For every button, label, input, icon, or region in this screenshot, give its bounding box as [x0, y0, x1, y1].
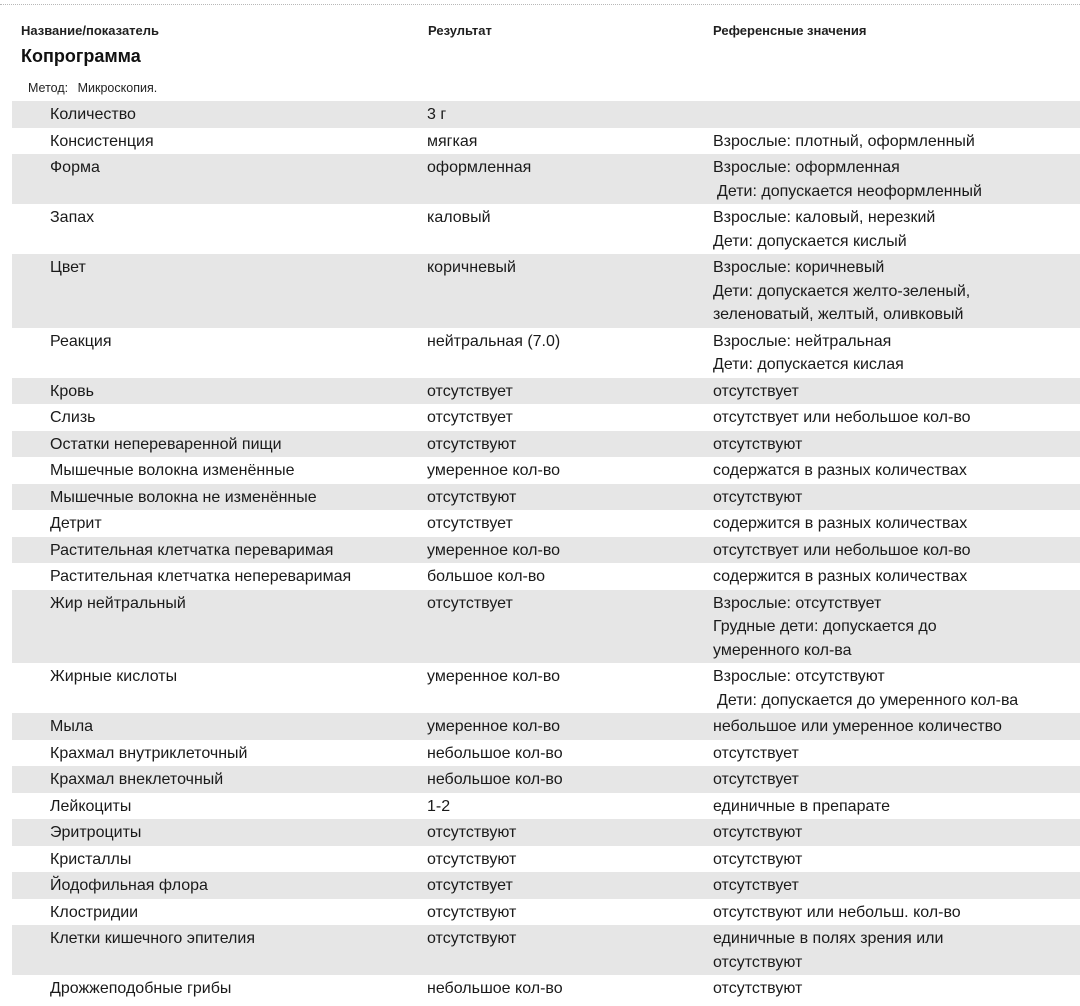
column-header-result: Результат	[428, 23, 492, 38]
reference-line: зеленоватый, желтый, оливковый	[713, 306, 964, 323]
reference-line: отсутствуют	[713, 850, 803, 868]
reference-line: Дети: допускается желто-зеленый,	[713, 282, 971, 300]
reference-line: Дети: допускается кислая	[713, 356, 904, 373]
reference-line: Взрослые: отсутствуют	[713, 668, 885, 685]
indicator-result: отсутствует	[427, 515, 513, 532]
indicator-result: отсутствуют	[427, 930, 517, 947]
indicator-result: мягкая	[427, 132, 478, 150]
reference-line: Грудные дети: допускается до	[713, 618, 937, 635]
reference-values	[713, 821, 1080, 845]
indicator-name: Мышечные волокна изменённые	[50, 462, 295, 479]
indicator-name: Остатки непереваренной пищи	[50, 435, 282, 453]
table-row	[12, 510, 1080, 537]
indicator-result: коричневый	[427, 259, 516, 276]
reference-line: умеренного кол-ва	[713, 641, 852, 659]
indicator-result: отсутствуют	[427, 850, 517, 868]
indicator-result: отсутствует	[427, 409, 513, 426]
reference-line: содержится в разных количествах	[713, 568, 968, 585]
indicator-result: умеренное кол-во	[427, 462, 561, 479]
table-row	[12, 328, 1080, 378]
reference-line: небольшое или умеренное количество	[713, 718, 1002, 735]
indicator-name: Растительная клетчатка переваримая	[50, 541, 334, 559]
indicator-result: небольшое кол-во	[427, 980, 563, 997]
reference-values	[713, 927, 1080, 974]
indicator-name: Детрит	[50, 515, 102, 532]
indicator-name: Клетки кишечного эпителия	[50, 930, 255, 947]
table-row	[12, 563, 1080, 590]
indicator-name: Запах	[50, 209, 95, 226]
reference-line: содержится в разных количествах	[713, 515, 968, 532]
indicator-name: Количество	[50, 106, 136, 123]
table-row	[12, 204, 1080, 254]
table-row	[12, 713, 1080, 740]
table-row	[12, 128, 1080, 155]
indicator-name: Жирные кислоты	[50, 668, 178, 685]
table-row	[12, 431, 1080, 458]
indicator-name: Эритроциты	[50, 824, 142, 841]
reference-line: Взрослые: нейтральная	[713, 332, 892, 350]
reference-line: Взрослые: оформленная	[713, 159, 900, 176]
reference-values	[713, 330, 1080, 377]
table-row	[12, 404, 1080, 431]
indicator-result: отсутствует	[427, 877, 513, 894]
reference-values	[713, 565, 1080, 589]
reference-values	[713, 433, 1080, 457]
indicator-name: Кристаллы	[50, 850, 132, 868]
indicator-result: 3 г	[427, 106, 447, 123]
indicator-result: каловый	[427, 209, 491, 226]
method-label: Метод:	[28, 81, 69, 95]
indicator-name: Форма	[50, 159, 100, 176]
reference-values	[713, 742, 1080, 766]
reference-line: Взрослые: коричневый	[713, 259, 885, 276]
results-table	[12, 101, 1080, 1002]
method-value: Микроскопия.	[77, 81, 158, 95]
indicator-name: Слизь	[50, 409, 96, 426]
indicator-name: Йодофильная флора	[50, 877, 208, 894]
reference-line: отсутствует или небольшое кол-во	[713, 541, 971, 559]
table-row	[12, 819, 1080, 846]
table-row	[12, 899, 1080, 926]
table-row	[12, 975, 1080, 1002]
reference-values	[713, 380, 1080, 404]
table-row	[12, 457, 1080, 484]
reference-values	[713, 715, 1080, 739]
indicator-name: Крахмал внеклеточный	[50, 771, 224, 788]
indicator-name: Цвет	[50, 259, 86, 276]
indicator-result: небольшое кол-во	[427, 744, 563, 762]
table-row	[12, 101, 1080, 128]
section-title: Копрограмма	[21, 46, 141, 66]
indicator-name: Дрожжеподобные грибы	[50, 980, 232, 997]
reference-line: отсутствует	[713, 771, 799, 788]
indicator-name: Растительная клетчатка непереваримая	[50, 568, 352, 585]
indicator-name: Мыла	[50, 718, 94, 735]
reference-values	[713, 512, 1080, 536]
reference-values	[713, 665, 1080, 712]
indicator-result: оформленная	[427, 159, 532, 176]
reference-values	[713, 848, 1080, 872]
table-row	[12, 154, 1080, 204]
reference-values	[713, 256, 1080, 327]
reference-line: отсутствуют	[713, 488, 803, 506]
indicator-name: Кровь	[50, 382, 94, 400]
table-header	[0, 23, 1080, 41]
indicator-result: отсутствуют	[427, 435, 517, 453]
indicator-result: 1-2	[427, 797, 451, 815]
indicator-result: умеренное кол-во	[427, 718, 561, 735]
reference-line: Взрослые: плотный, оформленный	[713, 132, 975, 150]
column-header-name: Название/показатель	[21, 23, 160, 38]
reference-line: отсутствуют	[713, 953, 803, 971]
method-line	[28, 81, 157, 95]
indicator-name: Жир нейтральный	[50, 594, 186, 612]
reference-values	[713, 406, 1080, 430]
reference-values	[713, 977, 1080, 1001]
reference-line: Дети: допускается кислый	[713, 232, 907, 250]
table-row	[12, 254, 1080, 328]
reference-values	[713, 795, 1080, 819]
reference-values	[713, 206, 1080, 253]
reference-values	[713, 156, 1080, 203]
table-row	[12, 793, 1080, 820]
reference-values	[713, 103, 1080, 127]
indicator-result: отсутствует	[427, 594, 513, 612]
reference-values	[713, 539, 1080, 563]
table-row	[12, 766, 1080, 793]
reference-values	[713, 486, 1080, 510]
indicator-name: Лейкоциты	[50, 797, 132, 815]
indicator-result: отсутствуют	[427, 824, 517, 841]
table-row	[12, 925, 1080, 975]
reference-line	[713, 103, 1080, 127]
indicator-result: умеренное кол-во	[427, 541, 561, 559]
table-row	[12, 872, 1080, 899]
table-row	[12, 537, 1080, 564]
reference-values	[713, 901, 1080, 925]
reference-line: содержатся в разных количествах	[713, 462, 967, 479]
reference-line: Дети: допускается до умеренного кол-ва	[717, 691, 1019, 709]
table-row	[12, 590, 1080, 664]
reference-line: единичные в полях зрения или	[713, 930, 944, 947]
table-row	[12, 378, 1080, 405]
indicator-result: нейтральная (7.0)	[427, 332, 561, 350]
indicator-name: Клостридии	[50, 903, 139, 921]
indicator-result: умеренное кол-во	[427, 668, 561, 685]
reference-line: единичные в препарате	[713, 797, 891, 815]
table-row	[12, 663, 1080, 713]
indicator-result: отсутствует	[427, 382, 513, 400]
indicator-result: отсутствуют	[427, 903, 517, 921]
reference-line: отсутствует	[713, 744, 799, 762]
page-top-border	[0, 4, 1080, 5]
reference-values	[713, 459, 1080, 483]
reference-values	[713, 874, 1080, 898]
reference-line: отсутствуют	[713, 980, 803, 997]
reference-values	[713, 592, 1080, 663]
reference-line: отсутствует	[713, 382, 799, 400]
column-header-reference: Референсные значения	[713, 23, 867, 38]
indicator-result: отсутствуют	[427, 488, 517, 506]
indicator-name: Реакция	[50, 332, 112, 350]
reference-line: отсутствует	[713, 877, 799, 894]
reference-values	[713, 768, 1080, 792]
indicator-result: большое кол-во	[427, 568, 546, 585]
indicator-name: Консистенция	[50, 132, 154, 150]
reference-line: Дети: допускается неоформленный	[717, 182, 982, 200]
reference-line: Взрослые: отсутствует	[713, 594, 882, 612]
indicator-name: Крахмал внутриклеточный	[50, 744, 248, 762]
reference-line: Взрослые: каловый, нерезкий	[713, 209, 936, 226]
reference-values	[713, 130, 1080, 154]
indicator-name: Мышечные волокна не изменённые	[50, 488, 317, 506]
reference-line: отсутствуют или небольш. кол-во	[713, 903, 961, 921]
reference-line: отсутствует или небольшое кол-во	[713, 409, 971, 426]
reference-line: отсутствуют	[713, 824, 803, 841]
table-row	[12, 484, 1080, 511]
table-row	[12, 740, 1080, 767]
reference-line: отсутствуют	[713, 435, 803, 453]
table-row	[12, 846, 1080, 873]
indicator-result: небольшое кол-во	[427, 771, 563, 788]
